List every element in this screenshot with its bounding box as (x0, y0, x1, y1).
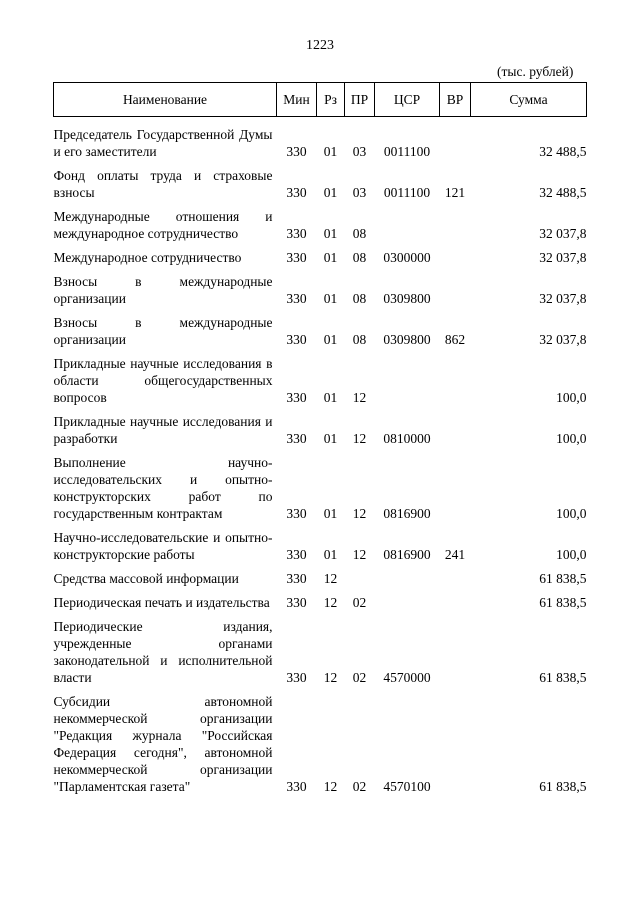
cell-min: 330 (286, 226, 307, 241)
cell-csr: 0309800 (383, 291, 431, 306)
cell-vr (440, 273, 471, 314)
cell-vr: 241 (444, 547, 466, 562)
cell-rz: 01 (323, 332, 338, 347)
cell-name: Периодические издания, учрежденные органами законодательной и исполнительной власти (53, 619, 273, 685)
cell-name: Научно-исследовательские и опытно-конструкторские работы (53, 530, 273, 562)
cell-csr (375, 594, 440, 618)
cell-name: Председатель Государственной Думы и его заместители (53, 127, 273, 159)
cell-vr (440, 413, 471, 454)
cell-sum: 100,0 (556, 547, 587, 562)
table-row (54, 208, 587, 249)
cell-rz: 01 (323, 185, 338, 200)
cell-pr: 02 (352, 595, 367, 610)
cell-rz: 01 (323, 250, 338, 265)
cell-rz: 12 (323, 779, 338, 794)
table-row (54, 273, 587, 314)
cell-csr (375, 208, 440, 249)
cell-sum: 61 838,5 (539, 670, 587, 685)
cell-pr: 02 (352, 779, 367, 794)
cell-rz: 01 (323, 144, 338, 159)
cell-name: Средства массовой информации (53, 571, 239, 586)
table-row (54, 594, 587, 618)
cell-vr (440, 570, 471, 594)
cell-name: Прикладные научные исследования и разработки (53, 414, 273, 446)
cell-csr: 0300000 (383, 250, 431, 265)
cell-rz: 12 (323, 571, 338, 586)
cell-name: Прикладные научные исследования в области общегосударственных вопросов (53, 356, 273, 405)
cell-rz: 12 (323, 595, 338, 610)
cell-min: 330 (286, 291, 307, 306)
table-row (54, 117, 587, 168)
cell-vr (440, 618, 471, 693)
cell-rz: 01 (323, 547, 338, 562)
cell-vr: 121 (444, 185, 466, 200)
table-row (54, 454, 587, 529)
cell-min: 330 (286, 390, 307, 405)
cell-sum: 32 037,8 (539, 332, 587, 347)
table-row (54, 167, 587, 208)
cell-sum: 32 488,5 (539, 144, 587, 159)
cell-rz: 01 (323, 291, 338, 306)
cell-csr: 0810000 (383, 431, 431, 446)
cell-name: Периодическая печать и издательства (53, 595, 270, 610)
cell-csr: 0816900 (383, 547, 431, 562)
cell-pr: 02 (352, 670, 367, 685)
cell-min: 330 (286, 185, 307, 200)
table-header-row (54, 83, 587, 117)
table-row (54, 693, 587, 802)
cell-name: Выполнение научно-исследовательских и опытно-конструкторских работ по государственным контрактам (53, 455, 273, 521)
cell-sum: 61 838,5 (539, 595, 587, 610)
cell-rz: 01 (323, 390, 338, 405)
cell-csr: 0011100 (383, 144, 431, 159)
cell-pr: 03 (352, 144, 367, 159)
cell-min: 330 (286, 595, 307, 610)
column-header-vr: ВР (440, 83, 471, 117)
cell-vr (440, 208, 471, 249)
cell-csr: 0309800 (383, 332, 431, 347)
cell-min: 330 (286, 779, 307, 794)
cell-min: 330 (286, 144, 307, 159)
cell-sum: 100,0 (556, 506, 587, 521)
cell-min: 330 (286, 431, 307, 446)
table-body (54, 117, 587, 803)
cell-sum: 100,0 (556, 431, 587, 446)
table-row (54, 249, 587, 273)
column-header-rz: Рз (317, 83, 345, 117)
cell-csr: 0816900 (383, 506, 431, 521)
cell-name: Взносы в международные организации (53, 274, 273, 306)
cell-min: 330 (286, 670, 307, 685)
cell-sum: 61 838,5 (539, 571, 587, 586)
column-header-min: Мин (277, 83, 317, 117)
column-header-csr: ЦСР (375, 83, 440, 117)
cell-pr: 12 (352, 547, 367, 562)
cell-name: Фонд оплаты труда и страховые взносы (53, 168, 273, 200)
cell-csr (375, 355, 440, 413)
cell-name: Международные отношения и международное сотрудничество (53, 209, 273, 241)
cell-pr: 12 (352, 390, 367, 405)
cell-min: 330 (286, 332, 307, 347)
cell-min: 330 (286, 571, 307, 586)
cell-sum: 32 037,8 (539, 250, 587, 265)
budget-table (53, 82, 587, 802)
cell-pr: 08 (352, 291, 367, 306)
unit-note: (тыс. рублей) (497, 64, 574, 79)
cell-vr (440, 249, 471, 273)
cell-pr: 08 (352, 226, 367, 241)
cell-name: Взносы в международные организации (53, 315, 273, 347)
cell-min: 330 (286, 506, 307, 521)
cell-rz: 12 (323, 670, 338, 685)
cell-pr: 08 (352, 250, 367, 265)
column-header-name: Наименование (54, 83, 277, 117)
cell-pr: 12 (352, 431, 367, 446)
cell-vr (440, 454, 471, 529)
cell-csr: 0011100 (383, 185, 431, 200)
cell-csr: 4570000 (383, 670, 431, 685)
table-row (54, 413, 587, 454)
cell-pr: 03 (352, 185, 367, 200)
cell-pr: 12 (352, 506, 367, 521)
cell-sum: 100,0 (556, 390, 587, 405)
cell-vr: 862 (444, 332, 466, 347)
table-row (54, 570, 587, 594)
table-row (54, 314, 587, 355)
cell-sum: 32 037,8 (539, 291, 587, 306)
cell-min: 330 (286, 250, 307, 265)
cell-min: 330 (286, 547, 307, 562)
cell-csr (375, 570, 440, 594)
table-row (54, 618, 587, 693)
cell-csr: 4570100 (383, 779, 431, 794)
cell-sum: 61 838,5 (539, 779, 587, 794)
cell-vr (440, 355, 471, 413)
cell-name: Субсидии автономной некоммерческой организации "Редакция журнала "Российская Федерация сегодня", автономной некоммерческой организации "Парламентская газета" (53, 694, 273, 794)
page-number: 1223 (306, 38, 334, 53)
column-header-sum: Сумма (471, 83, 587, 117)
cell-rz: 01 (323, 226, 338, 241)
cell-name: Международное сотрудничество (53, 250, 242, 265)
cell-rz: 01 (323, 506, 338, 521)
table-row (54, 355, 587, 413)
cell-vr (440, 693, 471, 802)
cell-sum: 32 488,5 (539, 185, 587, 200)
cell-pr (345, 570, 375, 594)
table-row (54, 529, 587, 570)
cell-vr (440, 117, 471, 168)
cell-vr (440, 594, 471, 618)
cell-rz: 01 (323, 431, 338, 446)
cell-sum: 32 037,8 (539, 226, 587, 241)
cell-pr: 08 (352, 332, 367, 347)
column-header-pr: ПР (345, 83, 375, 117)
